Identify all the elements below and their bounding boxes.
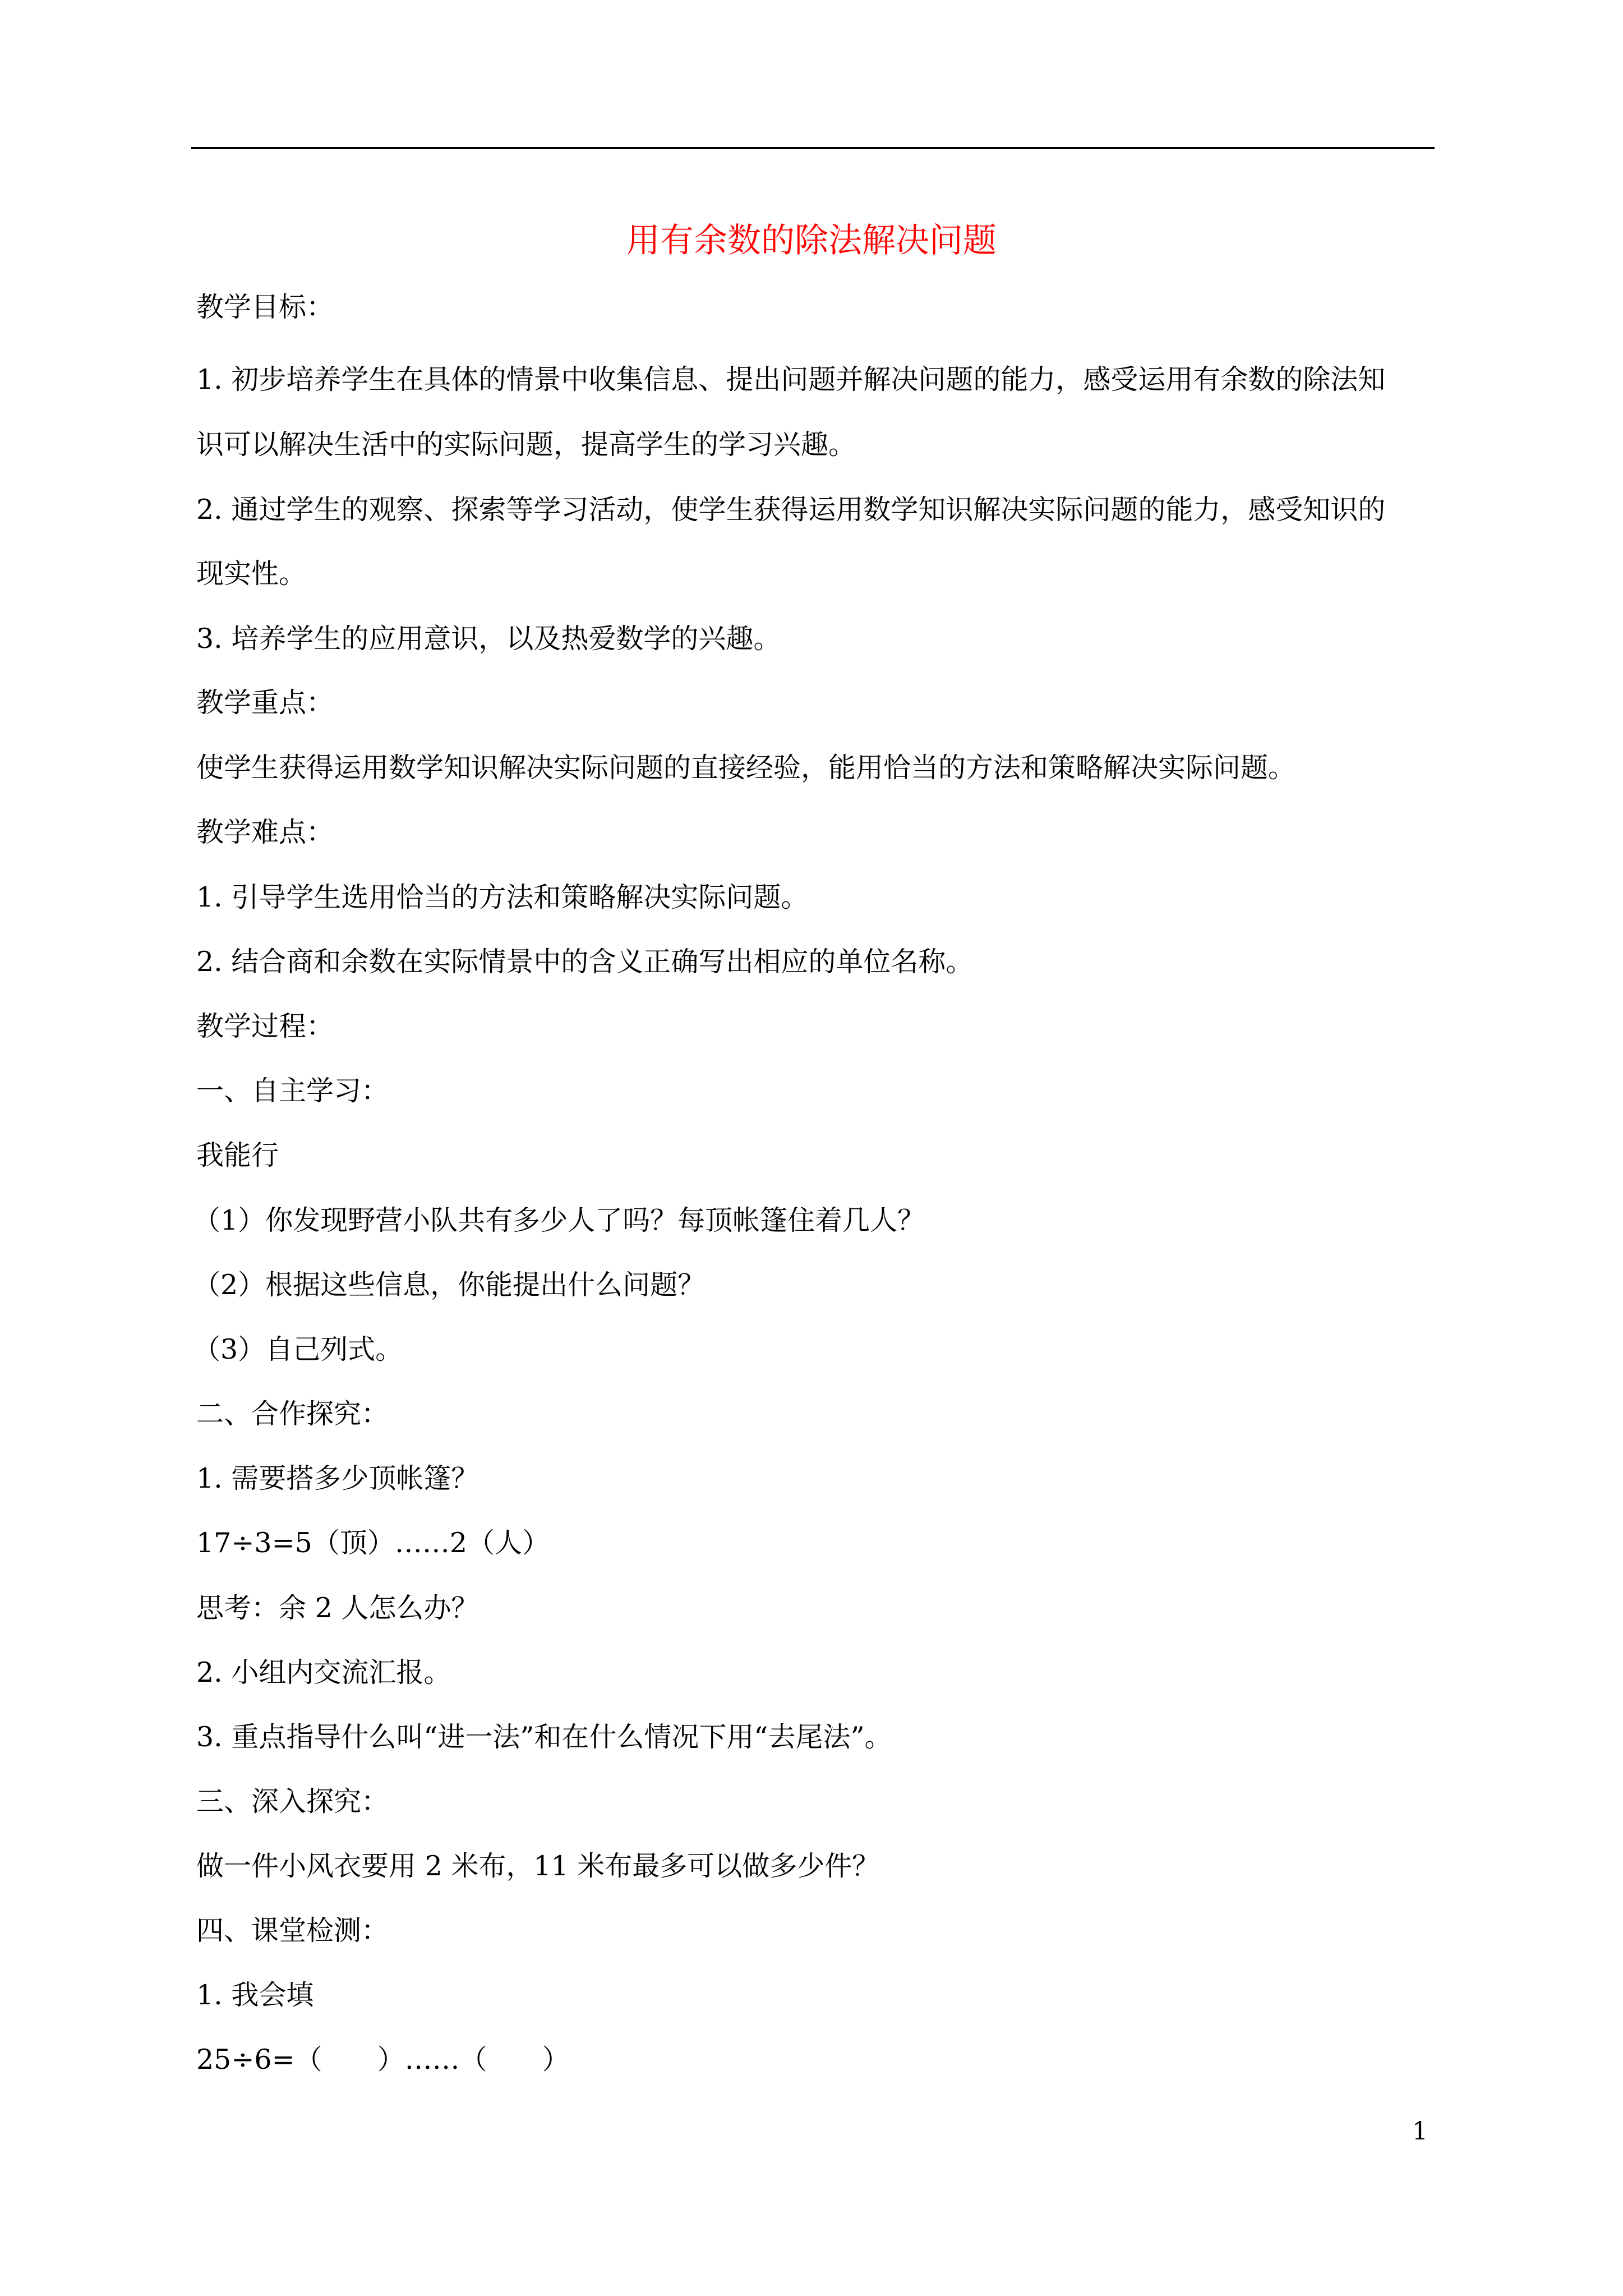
part-1-heading: 一、自主学习： bbox=[196, 1075, 389, 1107]
part-4-item-1: 1. 我会填 bbox=[196, 1979, 314, 2011]
difficulty-2: 2. 结合商和余数在实际情景中的含义正确写出相应的单位名称。 bbox=[196, 946, 974, 978]
objective-1-line-1: 1. 初步培养学生在具体的情景中收集信息、提出问题并解决问题的能力，感受运用有余数的除法知 bbox=[196, 364, 1386, 395]
section-heading-objectives: 教学目标： bbox=[196, 291, 334, 323]
part-2-item-3: 3. 重点指导什么叫“进一法”和在什么情况下用“去尾法”。 bbox=[196, 1721, 892, 1753]
division-equation: 17÷3=5（顶）……2（人） bbox=[196, 1527, 550, 1559]
objective-2-line-1: 2. 通过学生的观察、探索等学习活动，使学生获得运用数学知识解决实际问题的能力，感受知识的 bbox=[196, 494, 1386, 526]
part-4-heading: 四、课堂检测： bbox=[196, 1915, 389, 1947]
part-1-subheading: 我能行 bbox=[196, 1139, 279, 1171]
objective-2-line-2: 现实性。 bbox=[196, 558, 307, 590]
key-point-text: 使学生获得运用数学知识解决实际问题的直接经验，能用恰当的方法和策略解决实际问题。 bbox=[196, 752, 1296, 784]
question-1: （1）你发现野营小队共有多少人了吗？每顶帐篷住着几人？ bbox=[193, 1204, 925, 1236]
difficulty-1: 1. 引导学生选用恰当的方法和策略解决实际问题。 bbox=[196, 881, 809, 913]
think-prompt: 思考：余 2 人怎么办？ bbox=[196, 1592, 479, 1624]
objective-3: 3. 培养学生的应用意识，以及热爱数学的兴趣。 bbox=[196, 623, 781, 655]
part-2-item-2: 2. 小组内交流汇报。 bbox=[196, 1657, 451, 1688]
question-3: （3）自己列式。 bbox=[193, 1333, 403, 1365]
section-heading-difficulties: 教学难点： bbox=[196, 816, 334, 848]
document-title: 用有余数的除法解决问题 bbox=[626, 221, 997, 260]
part-2-item-1: 1. 需要搭多少顶帐篷？ bbox=[196, 1462, 479, 1494]
objective-1-line-2: 识可以解决生活中的实际问题，提高学生的学习兴趣。 bbox=[196, 429, 856, 461]
section-heading-process: 教学过程： bbox=[196, 1010, 334, 1042]
part-3-heading: 三、深入探究： bbox=[196, 1786, 389, 1818]
header-rule bbox=[191, 147, 1435, 149]
part-3-problem: 做一件小风衣要用 2 米布，11 米布最多可以做多少件？ bbox=[196, 1850, 880, 1882]
question-2: （2）根据这些信息，你能提出什么问题？ bbox=[193, 1269, 706, 1301]
section-heading-key-points: 教学重点： bbox=[196, 687, 334, 719]
fill-in-equation: 25÷6=（ ）……（ ） bbox=[196, 2044, 570, 2076]
page-number: 1 bbox=[1412, 2117, 1428, 2146]
part-2-heading: 二、合作探究： bbox=[196, 1398, 389, 1430]
